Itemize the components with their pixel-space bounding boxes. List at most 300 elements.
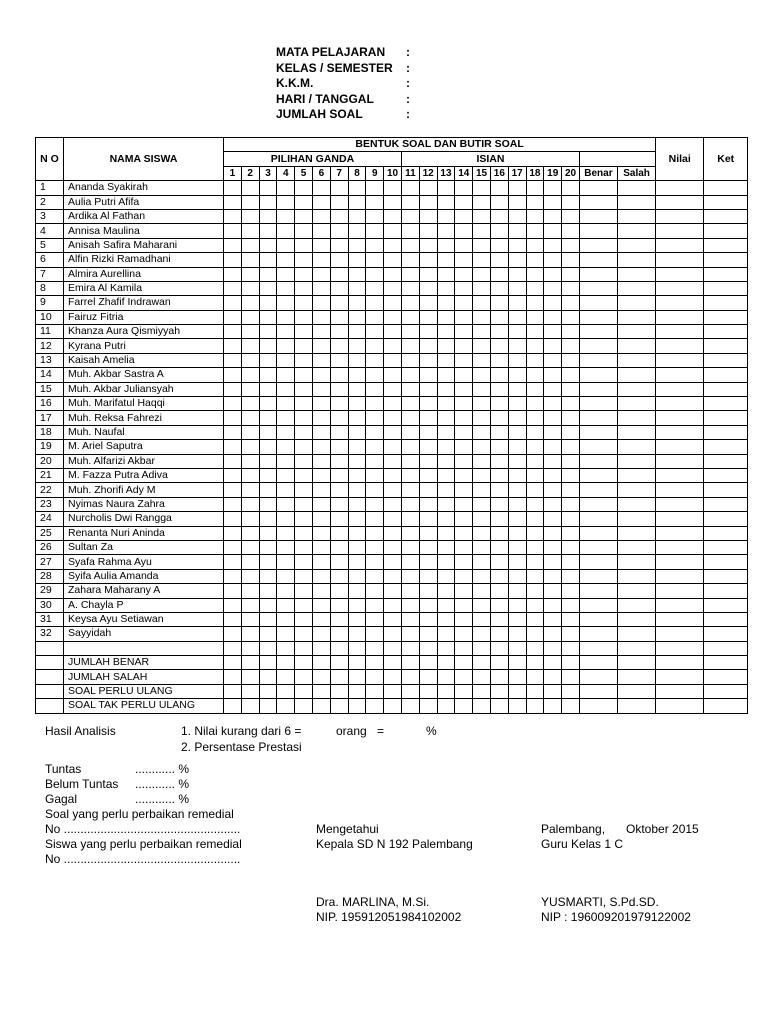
answer-cell bbox=[401, 497, 419, 511]
student-name: Muh. Marifatul Haqqi bbox=[64, 397, 224, 411]
blank-cell bbox=[295, 641, 313, 655]
col-group-header: BENTUK SOAL DAN BUTIR SOAL bbox=[224, 138, 656, 152]
answer-cell bbox=[437, 181, 455, 195]
answer-cell bbox=[366, 468, 384, 482]
student-number: 26 bbox=[36, 540, 64, 554]
student-number: 2 bbox=[36, 195, 64, 209]
answer-cell bbox=[490, 598, 508, 612]
answer-cell bbox=[312, 195, 330, 209]
answer-cell bbox=[455, 483, 473, 497]
answer-cell bbox=[437, 555, 455, 569]
answer-cell bbox=[295, 440, 313, 454]
answer-cell bbox=[473, 209, 491, 223]
answer-cell bbox=[437, 497, 455, 511]
answer-cell bbox=[562, 699, 580, 713]
answer-cell bbox=[437, 670, 455, 684]
answer-cell bbox=[384, 397, 402, 411]
answer-cell bbox=[401, 325, 419, 339]
answer-cell bbox=[366, 670, 384, 684]
answer-cell bbox=[348, 181, 366, 195]
analysis-table bbox=[35, 137, 748, 714]
answer-cell bbox=[312, 569, 330, 583]
answer-cell bbox=[656, 483, 704, 497]
answer-cell bbox=[312, 699, 330, 713]
answer-cell bbox=[473, 555, 491, 569]
answer-cell bbox=[241, 339, 259, 353]
answer-cell bbox=[330, 325, 348, 339]
answer-cell bbox=[259, 512, 277, 526]
answer-cell bbox=[366, 699, 384, 713]
answer-cell bbox=[330, 339, 348, 353]
answer-cell bbox=[490, 526, 508, 540]
answer-cell bbox=[419, 339, 437, 353]
answer-cell bbox=[312, 684, 330, 698]
answer-cell bbox=[224, 325, 242, 339]
answer-cell bbox=[526, 512, 544, 526]
answer-cell bbox=[579, 195, 617, 209]
answer-cell bbox=[295, 296, 313, 310]
answer-cell bbox=[259, 325, 277, 339]
answer-cell bbox=[617, 310, 655, 324]
answer-cell bbox=[259, 195, 277, 209]
table-row bbox=[36, 468, 748, 482]
table-row bbox=[36, 281, 748, 295]
answer-cell bbox=[366, 684, 384, 698]
answer-cell bbox=[579, 209, 617, 223]
answer-cell bbox=[295, 253, 313, 267]
answer-cell bbox=[330, 267, 348, 281]
answer-cell bbox=[348, 296, 366, 310]
answer-cell bbox=[330, 468, 348, 482]
blank-cell bbox=[562, 641, 580, 655]
answer-cell bbox=[241, 454, 259, 468]
answer-cell bbox=[508, 353, 526, 367]
answer-cell bbox=[617, 440, 655, 454]
answer-cell bbox=[704, 238, 748, 252]
answer-cell bbox=[544, 397, 562, 411]
answer-cell bbox=[295, 584, 313, 598]
sign-left-nip: NIP. 195912051984102002 bbox=[316, 910, 462, 924]
answer-cell bbox=[508, 267, 526, 281]
answer-cell bbox=[704, 454, 748, 468]
answer-cell bbox=[490, 267, 508, 281]
answer-cell bbox=[437, 569, 455, 583]
answer-cell bbox=[490, 497, 508, 511]
answer-cell bbox=[419, 382, 437, 396]
answer-cell bbox=[656, 670, 704, 684]
table-row bbox=[36, 454, 748, 468]
answer-cell bbox=[295, 512, 313, 526]
answer-cell bbox=[224, 454, 242, 468]
blank-row bbox=[36, 641, 748, 655]
answer-cell bbox=[224, 483, 242, 497]
answer-cell bbox=[437, 238, 455, 252]
answer-cell bbox=[312, 512, 330, 526]
answer-cell bbox=[617, 612, 655, 626]
answer-cell bbox=[704, 598, 748, 612]
answer-cell bbox=[224, 555, 242, 569]
answer-cell bbox=[295, 555, 313, 569]
answer-cell bbox=[455, 598, 473, 612]
table-row bbox=[36, 397, 748, 411]
answer-cell bbox=[277, 310, 295, 324]
answer-cell bbox=[295, 540, 313, 554]
answer-cell bbox=[259, 253, 277, 267]
answer-cell bbox=[455, 670, 473, 684]
answer-cell bbox=[295, 598, 313, 612]
answer-cell bbox=[579, 382, 617, 396]
answer-cell bbox=[526, 468, 544, 482]
answer-cell bbox=[259, 584, 277, 598]
student-name: Anisah Safira Maharani bbox=[64, 238, 224, 252]
answer-cell bbox=[277, 339, 295, 353]
answer-cell bbox=[544, 353, 562, 367]
student-name: Nurcholis Dwi Rangga bbox=[64, 512, 224, 526]
answer-cell bbox=[437, 627, 455, 641]
answer-cell bbox=[656, 181, 704, 195]
table-row bbox=[36, 512, 748, 526]
answer-cell bbox=[419, 512, 437, 526]
answer-cell bbox=[455, 468, 473, 482]
answer-cell bbox=[704, 612, 748, 626]
answer-cell bbox=[277, 656, 295, 670]
answer-cell bbox=[704, 310, 748, 324]
answer-cell bbox=[656, 555, 704, 569]
answer-cell bbox=[704, 325, 748, 339]
answer-cell bbox=[295, 497, 313, 511]
answer-cell bbox=[544, 209, 562, 223]
table-row bbox=[36, 569, 748, 583]
answer-cell bbox=[656, 281, 704, 295]
answer-cell bbox=[656, 699, 704, 713]
answer-cell bbox=[437, 195, 455, 209]
student-number: 8 bbox=[36, 281, 64, 295]
answer-cell bbox=[562, 253, 580, 267]
table-row bbox=[36, 253, 748, 267]
answer-cell bbox=[401, 411, 419, 425]
answer-cell bbox=[295, 368, 313, 382]
answer-cell bbox=[330, 684, 348, 698]
blank-cell bbox=[64, 641, 224, 655]
student-number: 32 bbox=[36, 627, 64, 641]
answer-cell bbox=[455, 267, 473, 281]
answer-cell bbox=[617, 569, 655, 583]
answer-cell bbox=[437, 540, 455, 554]
answer-cell bbox=[259, 310, 277, 324]
answer-cell bbox=[508, 195, 526, 209]
answer-cell bbox=[562, 267, 580, 281]
answer-cell bbox=[295, 181, 313, 195]
answer-cell bbox=[241, 267, 259, 281]
student-number: 22 bbox=[36, 483, 64, 497]
answer-cell bbox=[704, 627, 748, 641]
answer-cell bbox=[562, 224, 580, 238]
student-number: 21 bbox=[36, 468, 64, 482]
answer-cell bbox=[704, 368, 748, 382]
answer-cell bbox=[259, 569, 277, 583]
answer-cell bbox=[490, 540, 508, 554]
answer-cell bbox=[508, 440, 526, 454]
answer-cell bbox=[544, 555, 562, 569]
answer-cell bbox=[366, 411, 384, 425]
answer-cell bbox=[579, 483, 617, 497]
answer-cell bbox=[419, 181, 437, 195]
answer-cell bbox=[656, 296, 704, 310]
answer-cell bbox=[473, 569, 491, 583]
answer-cell bbox=[473, 353, 491, 367]
answer-cell bbox=[508, 699, 526, 713]
answer-cell bbox=[277, 267, 295, 281]
answer-cell bbox=[562, 368, 580, 382]
answer-cell bbox=[348, 483, 366, 497]
answer-cell bbox=[544, 267, 562, 281]
answer-cell bbox=[224, 310, 242, 324]
answer-cell bbox=[656, 382, 704, 396]
student-name: Keysa Ayu Setiawan bbox=[64, 612, 224, 626]
answer-cell bbox=[455, 454, 473, 468]
answer-cell bbox=[562, 584, 580, 598]
answer-cell bbox=[490, 195, 508, 209]
answer-cell bbox=[241, 209, 259, 223]
answer-cell bbox=[579, 512, 617, 526]
student-number: 14 bbox=[36, 368, 64, 382]
answer-cell bbox=[312, 598, 330, 612]
answer-cell bbox=[259, 684, 277, 698]
tuntas-label: Tuntas bbox=[45, 762, 82, 776]
answer-cell bbox=[490, 656, 508, 670]
answer-cell bbox=[704, 483, 748, 497]
answer-cell bbox=[473, 224, 491, 238]
answer-cell bbox=[384, 656, 402, 670]
answer-cell bbox=[508, 656, 526, 670]
answer-cell bbox=[579, 526, 617, 540]
answer-cell bbox=[656, 454, 704, 468]
answer-cell bbox=[312, 382, 330, 396]
answer-cell bbox=[455, 397, 473, 411]
answer-cell bbox=[224, 238, 242, 252]
student-name: Fairuz Fitria bbox=[64, 310, 224, 324]
answer-cell bbox=[617, 181, 655, 195]
answer-cell bbox=[259, 339, 277, 353]
answer-cell bbox=[419, 296, 437, 310]
table-row bbox=[36, 411, 748, 425]
answer-cell bbox=[401, 397, 419, 411]
answer-cell bbox=[259, 540, 277, 554]
answer-cell bbox=[473, 339, 491, 353]
answer-cell bbox=[704, 468, 748, 482]
answer-cell bbox=[241, 526, 259, 540]
answer-cell bbox=[295, 656, 313, 670]
answer-cell bbox=[437, 368, 455, 382]
answer-cell bbox=[562, 512, 580, 526]
answer-cell bbox=[473, 281, 491, 295]
answer-cell bbox=[366, 339, 384, 353]
answer-cell bbox=[401, 267, 419, 281]
col-pg-header: PILIHAN GANDA bbox=[224, 152, 402, 166]
blank-cell bbox=[36, 641, 64, 655]
answer-cell bbox=[526, 195, 544, 209]
answer-cell bbox=[259, 425, 277, 439]
answer-cell bbox=[419, 281, 437, 295]
answer-cell bbox=[562, 555, 580, 569]
answer-cell bbox=[617, 411, 655, 425]
answer-cell bbox=[562, 468, 580, 482]
answer-cell bbox=[544, 569, 562, 583]
answer-cell bbox=[490, 454, 508, 468]
blank-cell bbox=[224, 641, 242, 655]
answer-cell bbox=[384, 569, 402, 583]
summary-row bbox=[36, 670, 748, 684]
table-row bbox=[36, 296, 748, 310]
answer-cell bbox=[544, 454, 562, 468]
student-number: 1 bbox=[36, 181, 64, 195]
answer-cell bbox=[295, 209, 313, 223]
answer-cell bbox=[312, 325, 330, 339]
answer-cell bbox=[330, 209, 348, 223]
answer-cell bbox=[224, 296, 242, 310]
item-number-header: 18 bbox=[526, 166, 544, 180]
answer-cell bbox=[312, 540, 330, 554]
answer-cell bbox=[562, 526, 580, 540]
answer-cell bbox=[312, 425, 330, 439]
answer-cell bbox=[419, 425, 437, 439]
answer-cell bbox=[490, 209, 508, 223]
answer-cell bbox=[455, 440, 473, 454]
answer-cell bbox=[419, 526, 437, 540]
answer-cell bbox=[312, 612, 330, 626]
answer-cell bbox=[704, 397, 748, 411]
answer-cell bbox=[455, 540, 473, 554]
answer-cell bbox=[259, 224, 277, 238]
answer-cell bbox=[526, 353, 544, 367]
blank-cell bbox=[508, 641, 526, 655]
answer-cell bbox=[455, 382, 473, 396]
answer-cell bbox=[579, 699, 617, 713]
answer-cell bbox=[384, 612, 402, 626]
answer-cell bbox=[330, 382, 348, 396]
answer-cell bbox=[401, 195, 419, 209]
answer-cell bbox=[544, 325, 562, 339]
col-no-header: N O bbox=[36, 138, 64, 181]
answer-cell bbox=[366, 483, 384, 497]
answer-cell bbox=[579, 497, 617, 511]
answer-cell bbox=[295, 627, 313, 641]
student-number: 11 bbox=[36, 325, 64, 339]
answer-cell bbox=[241, 684, 259, 698]
answer-cell bbox=[224, 684, 242, 698]
answer-cell bbox=[348, 627, 366, 641]
answer-cell bbox=[348, 281, 366, 295]
tuntas-value: ............ % bbox=[135, 762, 190, 776]
answer-cell bbox=[473, 253, 491, 267]
answer-cell bbox=[508, 296, 526, 310]
answer-cell bbox=[312, 526, 330, 540]
answer-cell bbox=[330, 569, 348, 583]
answer-cell bbox=[330, 512, 348, 526]
answer-cell bbox=[419, 368, 437, 382]
answer-cell bbox=[617, 224, 655, 238]
answer-cell bbox=[401, 684, 419, 698]
answer-cell bbox=[455, 569, 473, 583]
answer-cell bbox=[224, 440, 242, 454]
answer-cell bbox=[579, 339, 617, 353]
answer-cell bbox=[330, 670, 348, 684]
item-number-header: 7 bbox=[330, 166, 348, 180]
student-number: 18 bbox=[36, 425, 64, 439]
item-number-header: 15 bbox=[473, 166, 491, 180]
answer-cell bbox=[526, 598, 544, 612]
answer-cell bbox=[473, 368, 491, 382]
answer-cell bbox=[348, 425, 366, 439]
student-name: Sultan Za bbox=[64, 540, 224, 554]
answer-cell bbox=[562, 238, 580, 252]
answer-cell bbox=[704, 411, 748, 425]
answer-cell bbox=[419, 224, 437, 238]
answer-cell bbox=[384, 224, 402, 238]
answer-cell bbox=[277, 253, 295, 267]
answer-cell bbox=[617, 253, 655, 267]
answer-cell bbox=[330, 612, 348, 626]
answer-cell bbox=[295, 281, 313, 295]
sign-right-name: YUSMARTI, S.Pd.SD. bbox=[541, 895, 659, 909]
answer-cell bbox=[579, 281, 617, 295]
student-name: Muh. Zhorifi Ady M bbox=[64, 483, 224, 497]
blank-cell bbox=[437, 641, 455, 655]
answer-cell bbox=[544, 281, 562, 295]
answer-cell bbox=[473, 382, 491, 396]
answer-cell bbox=[579, 397, 617, 411]
answer-cell bbox=[526, 209, 544, 223]
answer-cell bbox=[401, 296, 419, 310]
answer-cell bbox=[704, 526, 748, 540]
answer-cell bbox=[384, 627, 402, 641]
answer-cell bbox=[526, 238, 544, 252]
answer-cell bbox=[348, 598, 366, 612]
answer-cell bbox=[384, 684, 402, 698]
answer-cell bbox=[401, 181, 419, 195]
table-row bbox=[36, 497, 748, 511]
field-mata-pelajaran: MATA PELAJARAN : bbox=[276, 45, 410, 59]
answer-cell bbox=[656, 253, 704, 267]
answer-cell bbox=[295, 238, 313, 252]
answer-cell bbox=[401, 281, 419, 295]
student-number: 17 bbox=[36, 411, 64, 425]
answer-cell bbox=[544, 181, 562, 195]
summary-label: SOAL TAK PERLU ULANG bbox=[64, 699, 224, 713]
answer-cell bbox=[526, 325, 544, 339]
answer-cell bbox=[473, 699, 491, 713]
answer-cell bbox=[277, 181, 295, 195]
answer-cell bbox=[312, 267, 330, 281]
answer-cell bbox=[617, 468, 655, 482]
answer-cell bbox=[656, 195, 704, 209]
answer-cell bbox=[455, 627, 473, 641]
answer-cell bbox=[241, 612, 259, 626]
summary-label: SOAL PERLU ULANG bbox=[64, 684, 224, 698]
answer-cell bbox=[526, 411, 544, 425]
answer-cell bbox=[562, 612, 580, 626]
answer-cell bbox=[508, 368, 526, 382]
answer-cell bbox=[366, 267, 384, 281]
answer-cell bbox=[295, 569, 313, 583]
answer-cell bbox=[526, 296, 544, 310]
answer-cell bbox=[330, 540, 348, 554]
answer-cell bbox=[277, 397, 295, 411]
analysis-item1-orang: orang bbox=[336, 724, 367, 738]
answer-cell bbox=[490, 555, 508, 569]
answer-cell bbox=[544, 411, 562, 425]
answer-cell bbox=[508, 497, 526, 511]
